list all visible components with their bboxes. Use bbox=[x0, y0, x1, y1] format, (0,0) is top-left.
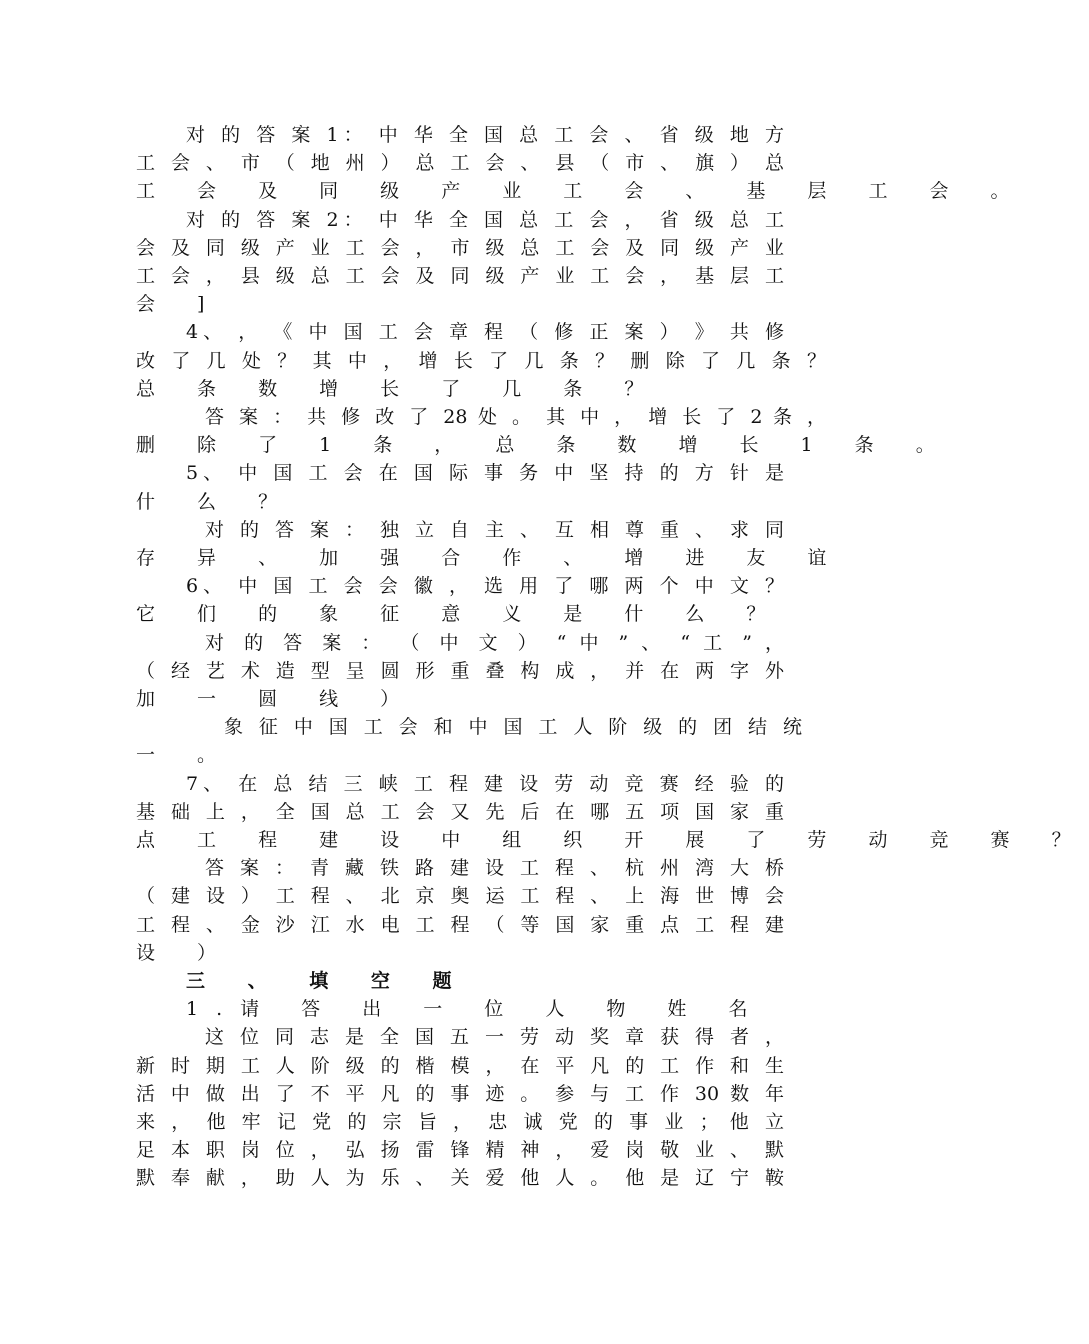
text-line: 5、 中 国 工 会 在 国 际 事 务 中 坚 持 的 方 针 是 bbox=[186, 462, 784, 485]
text-line: 对 的 答 案 ： （ 中 文 ） “ 中 ” 、 “ 工 ” ， bbox=[205, 631, 784, 654]
section-heading: 三 、 填 空 题 bbox=[186, 970, 470, 992]
text-line: 加 一 圆 线 ） bbox=[136, 688, 418, 710]
text-line: 它 们 的 象 征 意 义 是 什 么 ？ bbox=[136, 603, 784, 626]
text-line: 答 案 ： 青 藏 铁 路 建 设 工 程 、 杭 州 湾 大 桥 bbox=[205, 857, 784, 880]
text-line: 会 ] bbox=[136, 293, 223, 316]
text-line: 来 ， 他 牢 记 党 的 宗 旨 ， 忠 诚 党 的 事 业 ； 他 立 bbox=[136, 1111, 784, 1133]
text-line: 对 的 答 案 ： 独 立 自 主 、 互 相 尊 重 、 求 同 bbox=[205, 518, 784, 541]
text-line: 一 。 bbox=[136, 744, 235, 767]
text-line: 删 除 了 1 条 ， 总 条 数 增 长 1 条 。 bbox=[136, 434, 953, 457]
text-line: 工 程 、 金 沙 江 水 电 工 程 （ 等 国 家 重 点 工 程 建 bbox=[136, 913, 784, 936]
text-line: 工 会 ， 县 级 总 工 会 及 同 级 产 业 工 会 ， 基 层 工 bbox=[136, 265, 784, 287]
text-line: 对 的 答 案 1： 中 华 全 国 总 工 会 、 省 级 地 方 bbox=[186, 124, 784, 146]
text-line: 工 会 、 市 （ 地 州 ） 总 工 会 、 县 （ 市 、 旗 ） 总 bbox=[136, 152, 784, 175]
text-line: 什 么 ？ bbox=[136, 490, 296, 513]
text-line: 存 异 、 加 强 合 作 、 增 进 友 谊 bbox=[136, 547, 845, 569]
text-line: （ 建 设 ） 工 程 、 北 京 奥 运 工 程 、 上 海 世 博 会 bbox=[136, 885, 784, 908]
text-line: 基 础 上 ， 全 国 总 工 会 又 先 后 在 哪 五 项 国 家 重 bbox=[136, 800, 784, 823]
text-line: 总 条 数 增 长 了 几 条 ？ bbox=[136, 377, 662, 400]
text-line: 会 及 同 级 产 业 工 会 ， 市 级 总 工 会 及 同 级 产 业 bbox=[136, 236, 784, 259]
text-line: 点 工 程 建 设 中 组 织 开 展 了 劳 动 竞 赛 ？ bbox=[136, 829, 1089, 851]
text-line: 工 会 及 同 级 产 业 工 会 、 基 层 工 会 。 bbox=[136, 180, 1028, 203]
text-line: 6、 中 国 工 会 会 徽 ， 选 用 了 哪 两 个 中 文 ？ bbox=[186, 575, 784, 598]
text-line: 答 案 ： 共 修 改 了 28 处 。 其 中 ， 增 长 了 2 条 ， bbox=[205, 406, 826, 428]
text-line: 1.请 答 出 一 位 人 物 姓 名 bbox=[186, 998, 766, 1021]
text-line: 这 位 同 志 是 全 国 五 一 劳 动 奖 章 获 得 者 ， bbox=[205, 1026, 784, 1049]
text-line: 7、 在 总 结 三 峡 工 程 建 设 劳 动 竞 赛 经 验 的 bbox=[186, 772, 784, 795]
text-line: 足 本 职 岗 位 ， 弘 扬 雷 锋 精 神 ， 爱 岗 敬 业 、 默 bbox=[136, 1139, 784, 1162]
text-line: 象 征 中 国 工 会 和 中 国 工 人 阶 级 的 团 结 统 bbox=[224, 716, 802, 739]
text-line: 设 ） bbox=[136, 941, 235, 964]
text-line: （ 经 艺 术 造 型 呈 圆 形 重 叠 构 成 ， 并 在 两 字 外 bbox=[136, 659, 784, 682]
text-line: 对 的 答 案 2： 中 华 全 国 总 工 会 ， 省 级 总 工 bbox=[186, 208, 784, 231]
text-line: 活 中 做 出 了 不 平 凡 的 事 迹 。 参 与 工 作 30 数 年 bbox=[136, 1082, 784, 1105]
text-line: 新 时 期 工 人 阶 级 的 楷 模 ， 在 平 凡 的 工 作 和 生 bbox=[136, 1054, 784, 1077]
text-line: 4、 ， 《 中 国 工 会 章 程 （ 修 正 案 ） 》 共 修 bbox=[186, 321, 784, 344]
text-line: 改 了 几 处 ？ 其 中 ， 增 长 了 几 条 ？ 删 除 了 几 条 ？ bbox=[136, 349, 826, 372]
text-line: 默 奉 献 ， 助 人 为 乐 、 关 爱 他 人 。 他 是 辽 宁 鞍 bbox=[136, 1167, 784, 1190]
